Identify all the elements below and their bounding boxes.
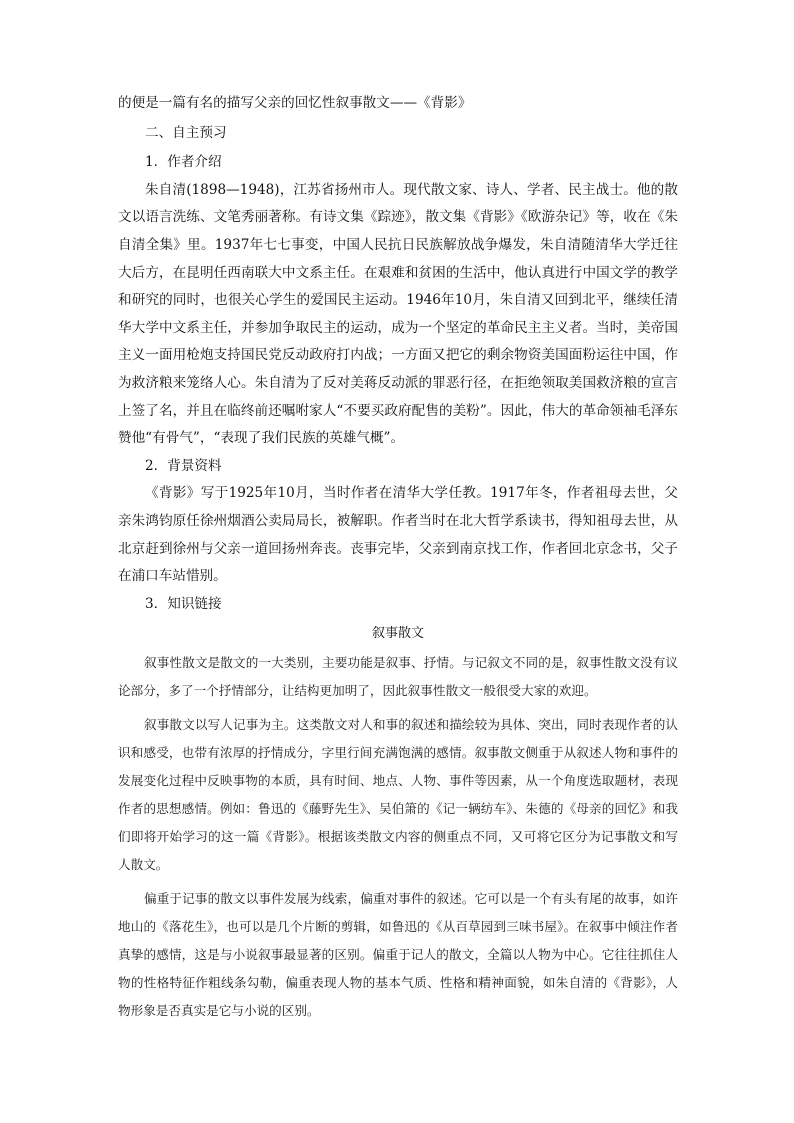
knowledge-link-title: 叙事散文 <box>371 626 424 642</box>
knowledge-paragraph-1: 叙事性散文是散文的一大类别，主要功能是叙事、抒情。与记叙文不同的是，叙事性散文没有议论部分，多了一个抒情部分，让结构更加明了，因此叙事性散文一般很受大家的欢迎。 <box>118 655 678 699</box>
subheading-background: 2．背景资料 <box>145 457 222 474</box>
knowledge-paragraph-3: 偏重于记事的散文以事件发展为线索，偏重对事件的叙述。它可以是一个有头有尾的故事，如许地山的《落花生》，也可以是几个片断的剪辑，如鲁迅的《从百草园到三味书屋》。在叙事中倾注作者真挚的感情，这是与小说叙事最显著的区别。偏重于记人的散文，全篇以人物为中心。它往往抓住人物的性格特征作粗线条勾勒，偏重表现人物的基本气质、性格和精神面貌，如朱自清的《背影》，人物形象是否真实是它与小说的区别。 <box>118 891 678 1019</box>
subheading-author-intro: 1．作者介绍 <box>145 154 222 171</box>
author-intro-paragraph: 朱自清(1898—1948)，江苏省扬州市人。现代散文家、诗人、学者、民主战士。他的散文以语言洗练、文笔秀丽著称。有诗文集《踪迹》，散文集《背影》《欧游杂记》等，收在《朱自清全集》里。1937年七七事变，中国人民抗日民族解放战争爆发，朱自清随清华大学迁往大后方，在昆明任西南联大中文系主任。在艰难和贫困的生活中，他认真进行中国文学的教学和研究的同时，也很关心学生的爱国民主运动。1946年10月，朱自清又回到北平，继续任清华大学中文系主任，并参加争取民主的运动，成为一个坚定的革命民主主义者。当时，美帝国主义一面用枪炮支持国民党反动政府打内战；一方面又把它的剩余物资美国面粉运往中国，作为救济粮来笼络人心。朱自清为了反对美蒋反动派的罪恶行径，在拒绝领取美国救济粮的宣言上签了名，并且在临终前还嘱咐家人“不要买政府配售的美粉”。因此，伟大的革命领袖毛泽东赞他“有骨气”，“表现了我们民族的英雄气概”。 <box>118 181 678 447</box>
section-heading-self-study: 二、自主预习 <box>145 124 227 141</box>
intro-line: 的便是一篇有名的描写父亲的回忆性叙事散文——《背影》 <box>118 95 472 111</box>
subheading-knowledge-link: 3．知识链接 <box>145 595 222 612</box>
background-paragraph: 《背影》写于1925年10月，当时作者在清华大学任教。1917年冬，作者祖母去世，父亲朱鸿钧原任徐州烟酒公卖局局长，被解职。作者当时在北大哲学系读书，得知祖母去世，从北京赶到徐州与父亲一道回扬州奔丧。丧事完毕，父亲到南京找工作，作者回北京念书，父子在浦口车站惜别。 <box>118 485 678 585</box>
knowledge-paragraph-2: 叙事散文以写人记事为主。这类散文对人和事的叙述和描绘较为具体、突出，同时表现作者的认识和感受，也带有浓厚的抒情成分，字里行间充满饱满的感情。叙事散文侧重于从叙述人物和事件的发展变化过程中反映事物的本质，具有时间、地点、人物、事件等因素，从一个角度选取题材，表现作者的思想感情。例如：鲁迅的《藤野先生》、吴伯箫的《记一辆纺车》、朱德的《母亲的回忆》和我们即将开始学习的这一篇《背影》。根据该类散文内容的侧重点不同，又可将它区分为记事散文和写人散文。 <box>118 717 678 873</box>
document-body <box>118 90 678 1025</box>
